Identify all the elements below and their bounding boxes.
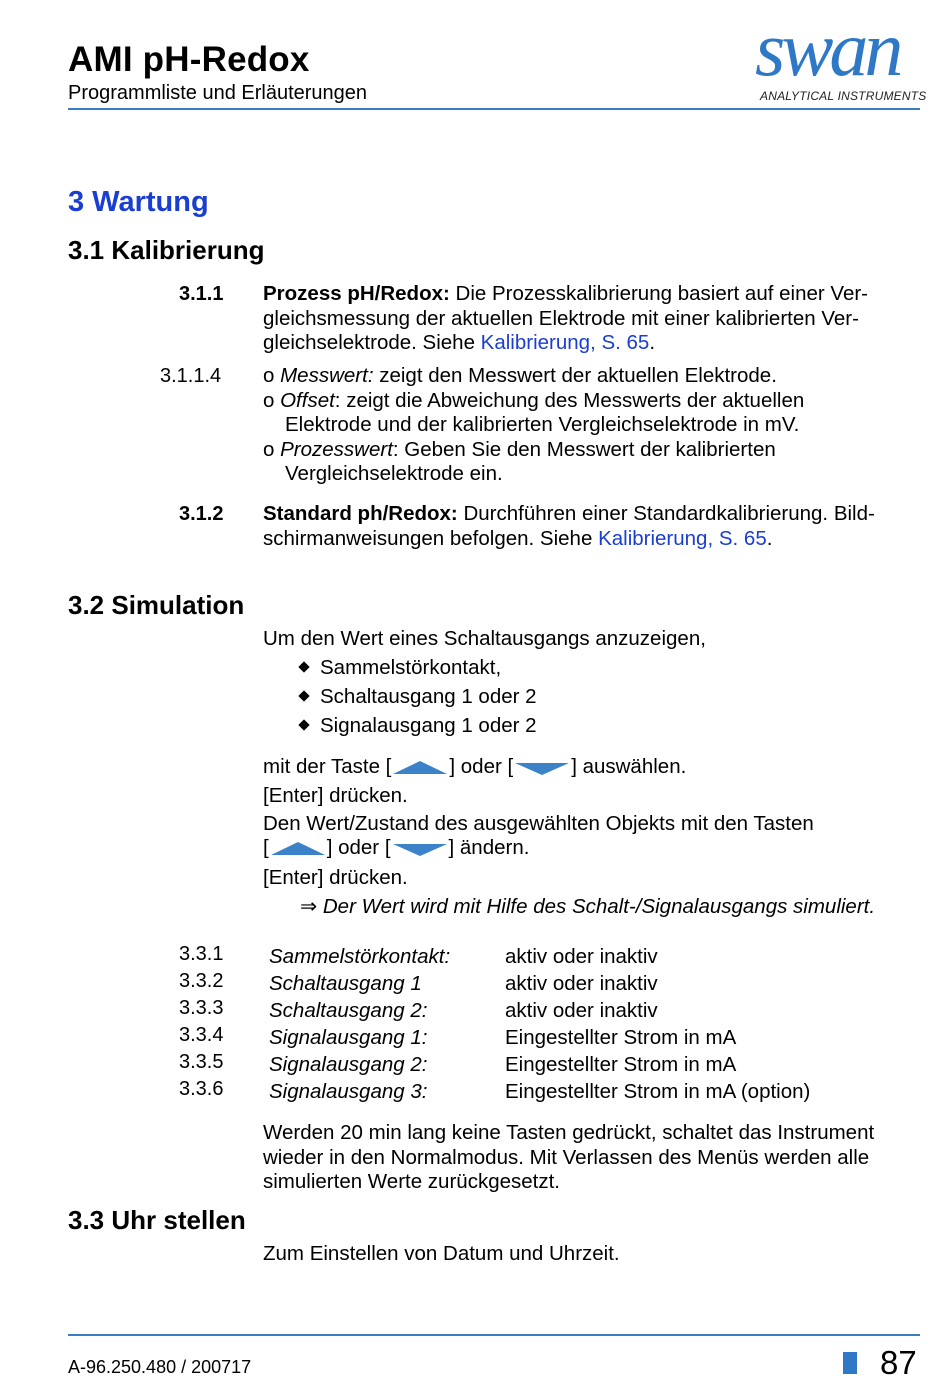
up-key-icon <box>269 838 327 858</box>
footer-rule <box>68 1334 920 1336</box>
section-heading-uhr: 3.3 Uhr stellen <box>68 1205 246 1235</box>
simulation-instructions <box>263 752 923 892</box>
term: Standard ph/Redox: <box>263 502 458 525</box>
text: Den Wert/Zustand des ausgewählten Objekts mit den Tasten <box>263 812 814 835</box>
document-subtitle: Programmliste und Erläuterungen <box>68 82 368 104</box>
text: ] ändern. <box>448 836 530 859</box>
logo-tagline: ANALYTICAL INSTRUMENTS <box>760 89 927 103</box>
term: Prozesswert <box>280 437 393 461</box>
term: Prozess pH/Redox: <box>263 282 450 305</box>
table-labels: Sammelstörkontakt: Schaltausgang 1 Schaltausgang 2: Signalausgang 1: Signalausgang 2: Signalausgang 3: <box>269 945 451 1103</box>
list-item: Signalausgang 1 oder 2 <box>300 714 537 738</box>
text: gleichsmessung der aktuellen Elektrode mit einer kalibrierten Ver- <box>263 306 859 330</box>
page-number: 87 <box>880 1344 917 1381</box>
text: Elektrode und der kalibrierten Vergleichselektrode in mV. <box>285 413 800 436</box>
link-kalibrierung[interactable]: Kalibrierung, S. 65 <box>598 526 767 550</box>
text: ] oder [ <box>449 755 514 778</box>
text: mit der Taste [ <box>263 755 392 778</box>
term: Offset <box>280 388 335 412</box>
text: Vergleichselektrode ein. <box>285 462 503 485</box>
timeout-note: Werden 20 min lang keine Tasten gedrückt, schaltet das Instrument wieder in den Normalmodus. Mit Verlassen des Menüs werden alle simulierten Werte zurückgesetzt. <box>263 1121 875 1193</box>
item-number: 3.1.1 <box>179 283 224 305</box>
text: Durchführen einer Standardkalibrierung. Bild- <box>463 502 875 525</box>
down-key-icon <box>391 838 449 858</box>
link-kalibrierung[interactable]: Kalibrierung, S. 65 <box>480 331 650 354</box>
text: : zeigt die Abweichung des Messwerts der aktuellen <box>334 388 805 412</box>
section-heading-simulation: 3.2 Simulation <box>68 590 245 620</box>
text: ] oder [ <box>326 836 391 859</box>
document-title: AMI pH-Redox <box>68 40 310 79</box>
table-numbers: 3.3.1 3.3.2 3.3.3 3.3.4 3.3.5 3.3.6 <box>179 943 224 1100</box>
text: zeigt den Messwert der aktuellen Elektrode. <box>379 364 777 387</box>
bullet-icon <box>298 690 309 701</box>
term: Messwert: <box>280 364 374 387</box>
item-number: 3.1.2 <box>179 503 224 525</box>
text: schirmanweisungen befolgen. Siehe <box>263 526 593 550</box>
uhr-text: Zum Einstellen von Datum und Uhrzeit. <box>263 1242 620 1265</box>
swan-logo: swan <box>755 5 900 92</box>
simulation-intro: Um den Wert eines Schaltausgangs anzuzeigen, <box>263 627 706 650</box>
result-note: ⇒ Der Wert wird mit Hilfe des Schalt-/Signalausgangs simuliert. <box>300 895 876 918</box>
header-rule <box>68 108 920 110</box>
option-list: ο Messwert: zeigt den Messwert der aktuellen Elektrode. ο Offset: zeigt die Abweichung des Messwerts der aktuellen Elektrode und der kalibrierten Vergleichselektrode in mV. ο Prozesswert: Geben Sie den Messwert der kalibrierten Vergleichselektrode ein. <box>263 364 923 487</box>
down-key-icon <box>513 757 571 777</box>
paragraph-standard: Standard ph/Redox: Durchführen einer Standardkalibrierung. Bild- schirmanweisungen befolgen. Siehe Kalibrierung, S. 65. <box>263 502 875 550</box>
up-key-icon <box>391 757 449 777</box>
bullet-icon <box>298 719 309 730</box>
table-values: aktiv oder inaktiv aktiv oder inaktiv aktiv oder inaktiv Eingestellter Strom in mA Eingestellter Strom in mA Eingestellter Strom in mA (option) <box>505 945 811 1103</box>
page-marker-icon <box>843 1352 857 1374</box>
text: gleichselektrode. Siehe <box>263 331 475 354</box>
item-number: 3.1.1.4 <box>160 365 222 387</box>
bullet-icon <box>298 661 309 672</box>
text: [Enter] drücken. <box>263 784 408 807</box>
text: [ <box>263 836 269 859</box>
section-heading-kalibrierung: 3.1 Kalibrierung <box>68 235 265 265</box>
text: [Enter] drücken. <box>263 866 408 889</box>
paragraph-prozess: Prozess pH/Redox: Die Prozesskalibrierung basiert auf einer Ver- gleichsmessung der aktuellen Elektrode mit einer kalibrierten Ver- gleichselektrode. Siehe Kalibrierung, S. 65. <box>263 282 923 356</box>
list-item: Schaltausgang 1 oder 2 <box>300 685 537 709</box>
list-item: Sammelstörkontakt, <box>300 656 501 680</box>
text: ] auswählen. <box>571 755 687 778</box>
chapter-heading: 3 Wartung <box>68 186 209 218</box>
text: : Geben Sie den Messwert der kalibrierten <box>392 437 776 461</box>
document-id: A-96.250.480 / 200717 <box>68 1357 252 1377</box>
text: Die Prozesskalibrierung basiert auf einer Ver- <box>455 282 869 305</box>
